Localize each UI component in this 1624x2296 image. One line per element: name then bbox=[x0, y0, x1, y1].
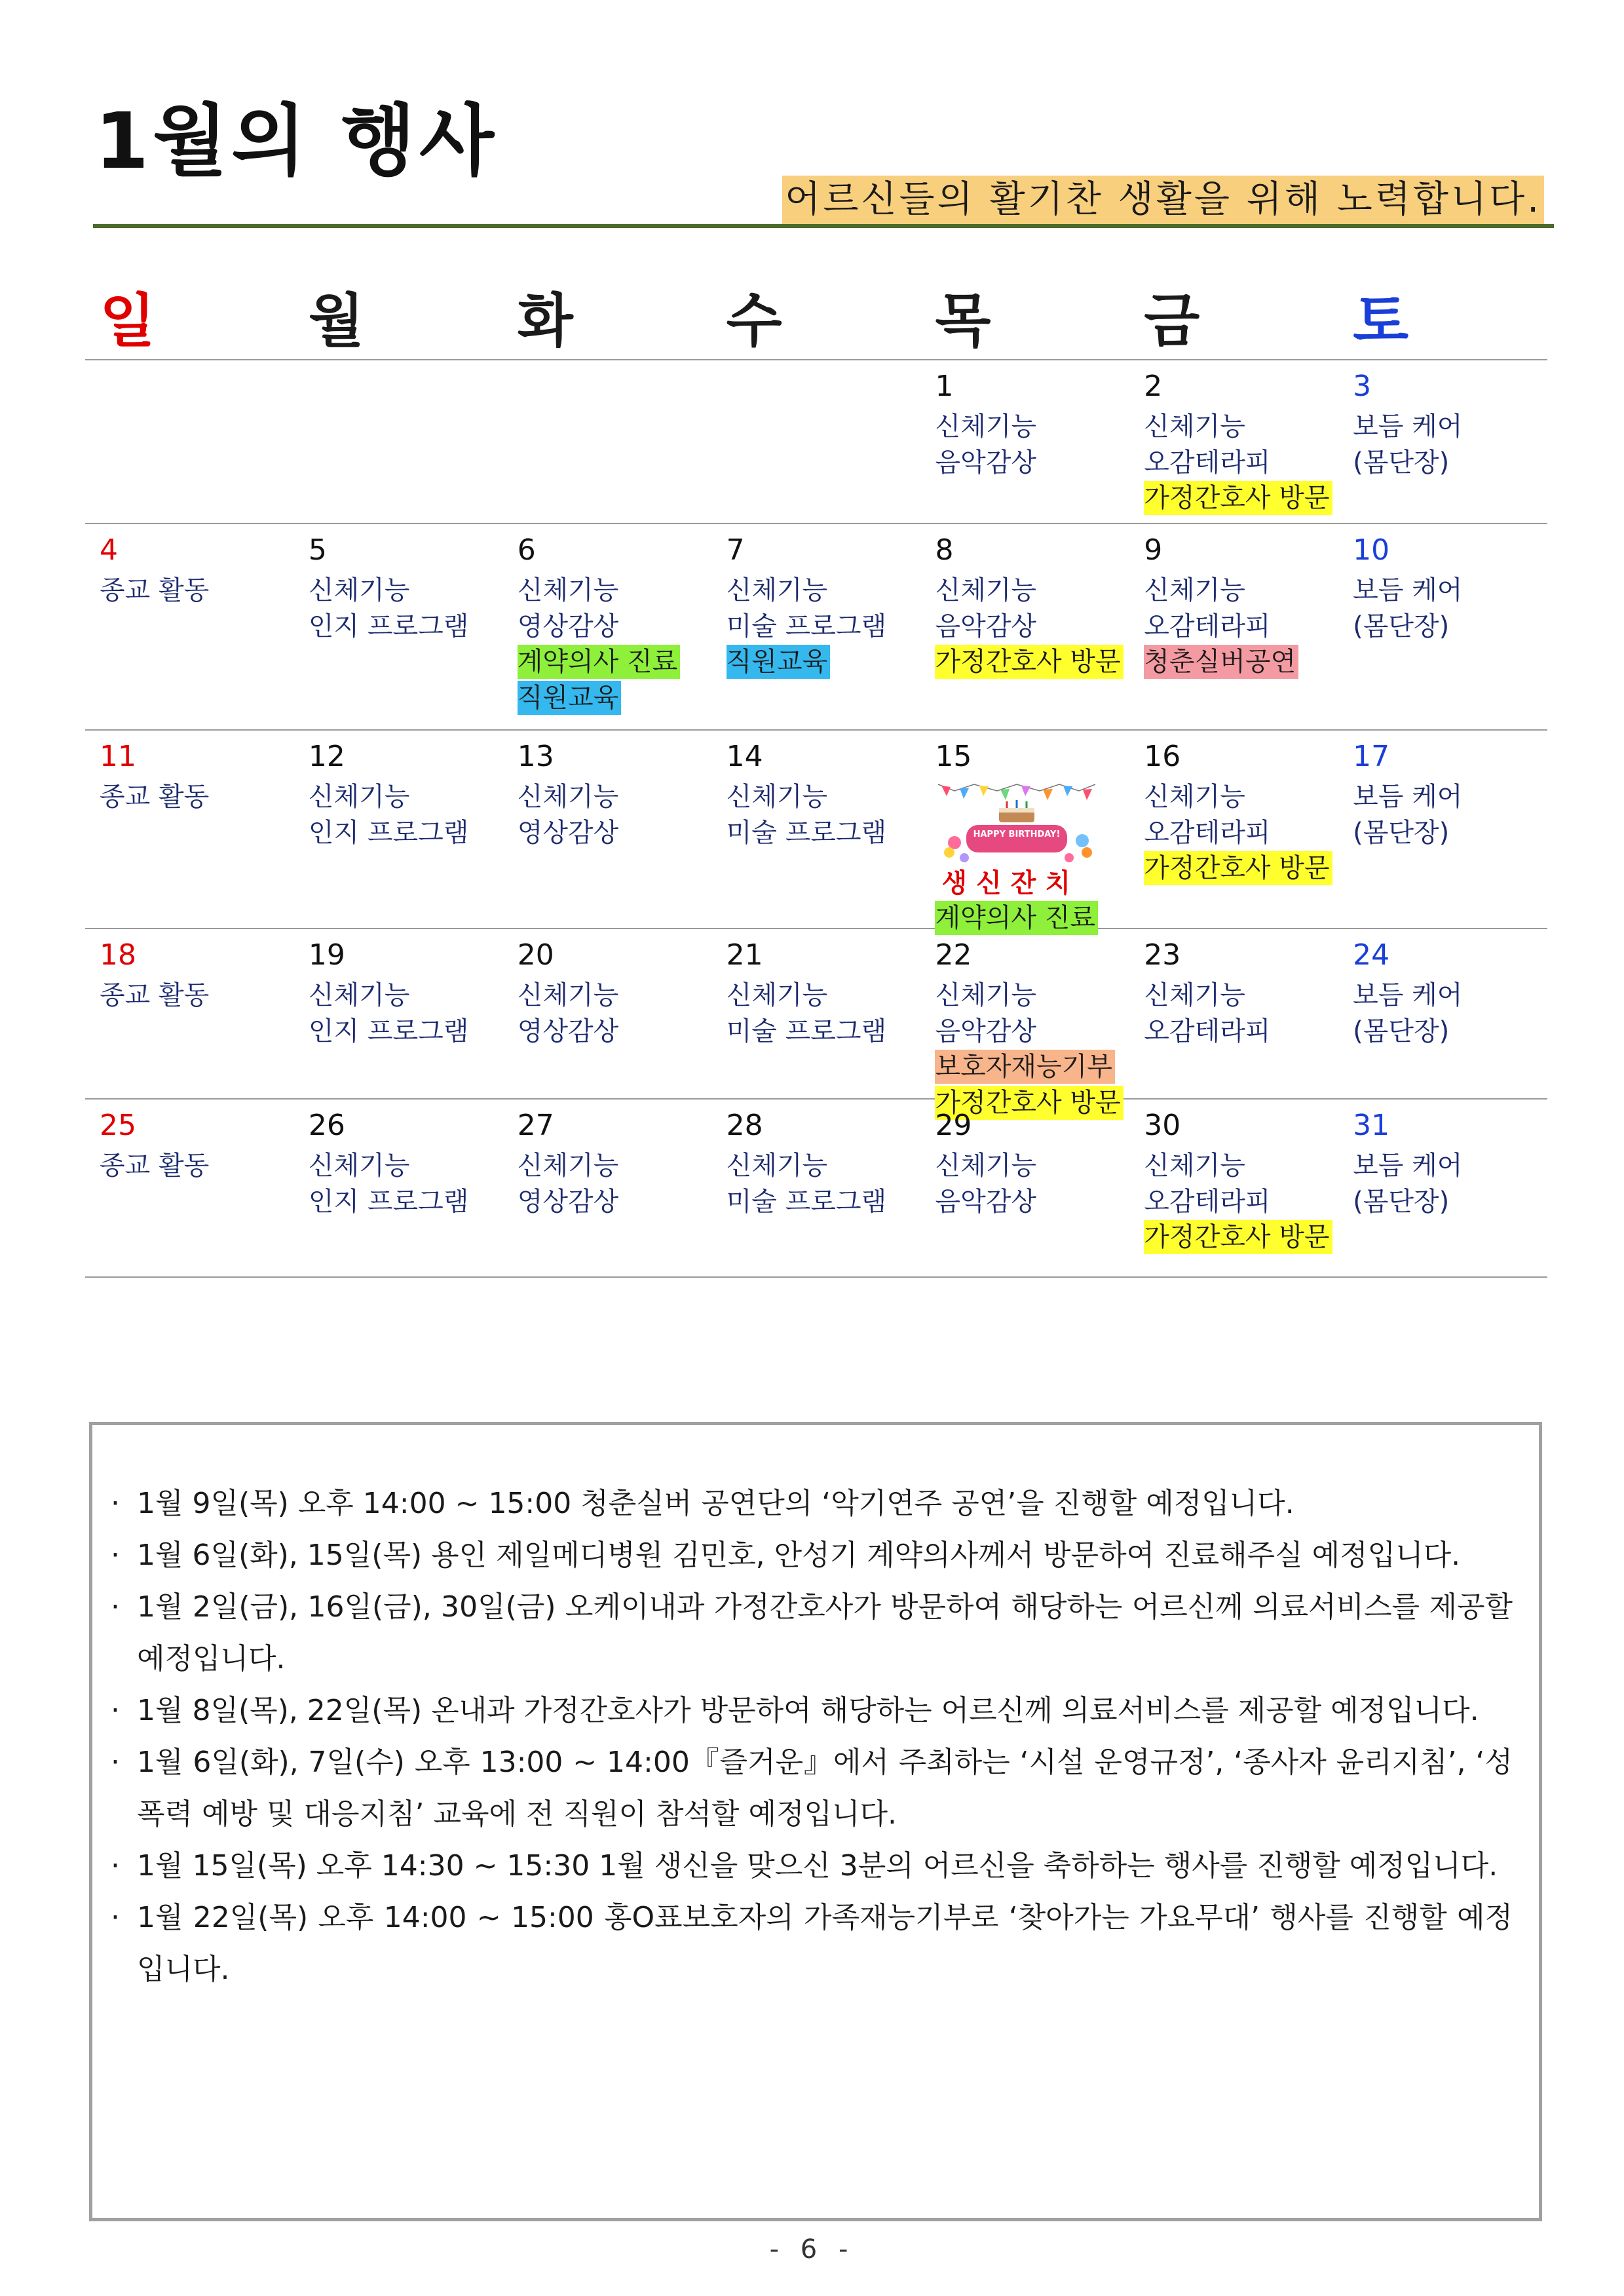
weekday-header bbox=[85, 282, 1547, 360]
highlighted-event: 계약의사 진료 bbox=[518, 645, 681, 679]
event-line bbox=[518, 645, 712, 681]
bullet-icon: · bbox=[111, 1590, 120, 1624]
event-line bbox=[518, 815, 712, 851]
bullet-icon: · bbox=[111, 1901, 120, 1934]
day-number: 28 bbox=[726, 1109, 763, 1142]
event-line bbox=[518, 1148, 712, 1184]
day-cell bbox=[503, 929, 712, 1098]
event-label: 음악감상 bbox=[935, 611, 1036, 641]
day-number: 21 bbox=[726, 938, 763, 972]
event-line bbox=[727, 1014, 921, 1050]
day-events bbox=[1353, 978, 1547, 1050]
event-line bbox=[1353, 978, 1547, 1014]
event-label: 오감테라피 bbox=[1144, 1187, 1271, 1217]
day-events bbox=[1144, 1148, 1338, 1256]
event-label: 오감테라피 bbox=[1144, 611, 1271, 641]
event-label: 신체기능 bbox=[726, 575, 828, 605]
event-label: (몸단장) bbox=[1353, 1016, 1450, 1046]
event-line bbox=[1353, 1184, 1547, 1220]
day-number: 11 bbox=[100, 740, 136, 773]
event-line bbox=[935, 445, 1129, 481]
weekday-mon: 월 bbox=[308, 287, 364, 354]
day-events bbox=[100, 978, 294, 1014]
event-line bbox=[935, 1014, 1129, 1050]
event-label: 미술 프로그램 bbox=[726, 1016, 887, 1046]
day-cell bbox=[503, 360, 712, 523]
day-events bbox=[935, 409, 1129, 481]
highlighted-event: 계약의사 진료 bbox=[935, 901, 1098, 935]
event-label: 신체기능 bbox=[1144, 411, 1245, 442]
day-cell bbox=[503, 524, 712, 729]
event-label: 인지 프로그램 bbox=[308, 1016, 469, 1046]
day-cell bbox=[1338, 524, 1547, 729]
event-label: 신체기능 bbox=[935, 1151, 1036, 1181]
event-label: 신체기능 bbox=[726, 1151, 828, 1181]
event-line bbox=[727, 815, 921, 851]
day-number: 5 bbox=[308, 533, 327, 567]
day-events bbox=[100, 779, 294, 815]
day-events bbox=[100, 1148, 294, 1184]
event-line bbox=[727, 645, 921, 681]
event-label: 신체기능 bbox=[1144, 1151, 1245, 1181]
day-number: 18 bbox=[100, 938, 136, 972]
day-number: 24 bbox=[1353, 938, 1390, 972]
event-line bbox=[1353, 445, 1547, 481]
day-number: 7 bbox=[726, 533, 745, 567]
weekday-tue: 화 bbox=[517, 287, 573, 354]
day-events bbox=[309, 1148, 503, 1220]
birthday-image bbox=[935, 780, 1099, 866]
birthday-cake-icon bbox=[935, 780, 1099, 866]
day-number: 12 bbox=[308, 740, 345, 773]
day-cell bbox=[294, 360, 503, 523]
event-line bbox=[935, 1050, 1129, 1086]
note-item bbox=[111, 1581, 1513, 1685]
day-number: 14 bbox=[726, 740, 763, 773]
day-events bbox=[1144, 409, 1338, 517]
event-line bbox=[727, 573, 921, 609]
event-line bbox=[1144, 978, 1338, 1014]
day-events bbox=[518, 573, 712, 717]
note-text: 1월 8일(목), 22일(목) 온내과 가정간호사가 방문하여 해당하는 어르신께 의료서비스를 제공할 예정입니다. bbox=[137, 1694, 1479, 1727]
event-label: 종교 활동 bbox=[100, 782, 210, 812]
day-events bbox=[1353, 779, 1547, 851]
day-cell bbox=[294, 731, 503, 928]
highlighted-event: 가정간호사 방문 bbox=[1144, 1220, 1332, 1254]
event-label: 미술 프로그램 bbox=[726, 818, 887, 848]
day-number bbox=[309, 367, 503, 408]
day-cell bbox=[920, 929, 1129, 1118]
weekday-sun: 일 bbox=[100, 287, 156, 354]
event-line bbox=[1144, 1148, 1338, 1184]
event-line bbox=[1144, 609, 1338, 645]
day-cell bbox=[1338, 1100, 1547, 1276]
day-cell bbox=[1129, 524, 1338, 729]
event-line bbox=[309, 815, 503, 851]
event-label: 오감테라피 bbox=[1144, 1016, 1271, 1046]
event-line bbox=[1353, 409, 1547, 445]
day-number: 23 bbox=[1144, 938, 1181, 972]
event-label: 영상감상 bbox=[517, 1016, 619, 1046]
day-cell bbox=[920, 1100, 1129, 1276]
event-line bbox=[1353, 779, 1547, 815]
event-label: 신체기능 bbox=[517, 782, 619, 812]
notes-box bbox=[89, 1422, 1542, 2221]
event-label: 오감테라피 bbox=[1144, 448, 1271, 478]
note-text: 1월 15일(목) 오후 14:30 ~ 15:30 1월 생신을 맞으신 3분의 어르신을 축하하는 행사를 진행할 예정입니다. bbox=[137, 1849, 1498, 1883]
day-number: 4 bbox=[100, 533, 118, 567]
event-line bbox=[309, 1184, 503, 1220]
event-label: 신체기능 bbox=[726, 782, 828, 812]
event-label: 신체기능 bbox=[935, 575, 1036, 605]
event-label: 미술 프로그램 bbox=[726, 1187, 887, 1217]
day-number bbox=[518, 367, 712, 408]
highlighted-event: 가정간호사 방문 bbox=[1144, 851, 1332, 885]
event-line bbox=[727, 609, 921, 645]
event-line bbox=[518, 609, 712, 645]
event-label: 인지 프로그램 bbox=[308, 1187, 469, 1217]
day-cell bbox=[85, 524, 294, 729]
weekday-sat: 토 bbox=[1353, 287, 1409, 354]
day-number: 13 bbox=[517, 740, 554, 773]
event-line bbox=[518, 1014, 712, 1050]
bullet-icon: · bbox=[111, 1849, 120, 1883]
event-label: 신체기능 bbox=[517, 1151, 619, 1181]
day-cell bbox=[712, 360, 921, 523]
highlighted-event: 가정간호사 방문 bbox=[935, 645, 1123, 679]
day-events bbox=[1144, 779, 1338, 887]
day-number: 20 bbox=[517, 938, 554, 972]
day-cell bbox=[294, 524, 503, 729]
day-number: 15 bbox=[935, 740, 972, 773]
day-events bbox=[309, 779, 503, 851]
day-cell bbox=[85, 929, 294, 1098]
bullet-icon: · bbox=[111, 1746, 120, 1779]
event-line bbox=[727, 978, 921, 1014]
event-line bbox=[1353, 815, 1547, 851]
event-line bbox=[309, 573, 503, 609]
day-events bbox=[1144, 978, 1338, 1050]
event-line bbox=[935, 978, 1129, 1014]
event-line bbox=[1144, 481, 1338, 517]
event-line bbox=[935, 573, 1129, 609]
event-label: 신체기능 bbox=[935, 411, 1036, 442]
event-line bbox=[727, 1184, 921, 1220]
event-line bbox=[100, 978, 294, 1014]
day-events bbox=[518, 978, 712, 1050]
day-cell bbox=[712, 1100, 921, 1276]
event-label: 보듬 케어 bbox=[1353, 980, 1463, 1010]
event-label: 보듬 케어 bbox=[1353, 411, 1463, 442]
event-line bbox=[1144, 1220, 1338, 1256]
event-line bbox=[309, 609, 503, 645]
page-number: - 6 - bbox=[769, 2234, 855, 2265]
event-label: 신체기능 bbox=[517, 575, 619, 605]
event-label: 신체기능 bbox=[935, 980, 1036, 1010]
day-number: 25 bbox=[100, 1109, 136, 1142]
note-item bbox=[111, 1892, 1513, 1995]
day-events bbox=[1353, 573, 1547, 645]
event-line bbox=[1353, 1014, 1547, 1050]
event-label: 신체기능 bbox=[308, 1151, 410, 1181]
notes-list bbox=[111, 1478, 1513, 1995]
event-line bbox=[935, 645, 1129, 681]
event-label: 음악감상 bbox=[935, 1016, 1036, 1046]
day-events bbox=[935, 573, 1129, 681]
note-text: 1월 6일(화), 15일(목) 용인 제일메디병원 김민호, 안성기 계약의사께서 방문하여 진료해주실 예정입니다. bbox=[137, 1539, 1461, 1572]
day-cell bbox=[85, 360, 294, 523]
note-text: 1월 6일(화), 7일(수) 오후 13:00 ~ 14:00『즐거운』에서 주최하는 ‘시설 운영규정’, ‘종사자 윤리지침’, ‘성폭력 예방 및 대응지침’ 교육에 전 직원이 참석할 예정입니다. bbox=[137, 1746, 1513, 1831]
day-cell bbox=[712, 731, 921, 928]
highlighted-event: 직원교육 bbox=[727, 645, 831, 679]
event-line bbox=[100, 573, 294, 609]
event-line bbox=[1144, 1184, 1338, 1220]
event-line bbox=[935, 609, 1129, 645]
birthday-caption: 생신잔치 bbox=[941, 868, 1080, 898]
bullet-icon: · bbox=[111, 1539, 120, 1572]
event-line bbox=[309, 1148, 503, 1184]
event-line bbox=[935, 1184, 1129, 1220]
event-line bbox=[1144, 445, 1338, 481]
event-label: 영상감상 bbox=[517, 611, 619, 641]
event-line bbox=[1144, 645, 1338, 681]
svg-text:HAPPY BIRTHDAY!: HAPPY BIRTHDAY! bbox=[973, 830, 1061, 839]
event-line bbox=[727, 1148, 921, 1184]
day-cell bbox=[85, 1100, 294, 1276]
day-number: 6 bbox=[517, 533, 536, 567]
day-number: 22 bbox=[935, 938, 972, 972]
day-events bbox=[1353, 1148, 1547, 1220]
day-events bbox=[1353, 409, 1547, 481]
event-line bbox=[1144, 815, 1338, 851]
event-label: 영상감상 bbox=[517, 1187, 619, 1217]
note-text: 1월 22일(목) 오후 14:00 ~ 15:00 홍O표보호자의 가족재능기부로 ‘찾아가는 가요무대’ 행사를 진행할 예정입니다. bbox=[137, 1901, 1513, 1986]
day-events bbox=[727, 573, 921, 681]
day-number bbox=[100, 367, 294, 408]
day-number: 3 bbox=[1353, 370, 1372, 403]
event-line bbox=[1144, 1014, 1338, 1050]
event-line bbox=[727, 779, 921, 815]
day-number: 9 bbox=[1144, 533, 1163, 567]
event-line bbox=[1353, 1148, 1547, 1184]
event-label: (몸단장) bbox=[1353, 448, 1450, 478]
day-cell bbox=[294, 929, 503, 1098]
day-number: 16 bbox=[1144, 740, 1181, 773]
day-number: 17 bbox=[1353, 740, 1390, 773]
event-line bbox=[100, 779, 294, 815]
highlighted-event: 보호자재능기부 bbox=[935, 1050, 1114, 1084]
note-text: 1월 9일(목) 오후 14:00 ~ 15:00 청춘실버 공연단의 ‘악기연주 공연’을 진행할 예정입니다. bbox=[137, 1487, 1294, 1520]
day-number: 19 bbox=[308, 938, 345, 972]
event-line bbox=[518, 681, 712, 717]
event-line bbox=[518, 779, 712, 815]
day-events bbox=[935, 1148, 1129, 1220]
event-label: 음악감상 bbox=[935, 448, 1036, 478]
calendar-week bbox=[85, 731, 1547, 933]
event-label: 신체기능 bbox=[726, 980, 828, 1010]
event-line bbox=[1144, 409, 1338, 445]
event-label: 종교 활동 bbox=[100, 1151, 210, 1181]
day-number bbox=[727, 367, 921, 408]
event-label: 오감테라피 bbox=[1144, 818, 1271, 848]
event-label: (몸단장) bbox=[1353, 1187, 1450, 1217]
event-label: 영상감상 bbox=[517, 818, 619, 848]
event-line bbox=[1144, 779, 1338, 815]
event-label: 음악감상 bbox=[935, 1187, 1036, 1217]
day-cell bbox=[85, 731, 294, 928]
day-cell bbox=[920, 731, 1129, 933]
day-events bbox=[727, 978, 921, 1050]
event-label: 인지 프로그램 bbox=[308, 818, 469, 848]
day-cell bbox=[1129, 929, 1338, 1098]
note-item bbox=[111, 1478, 1513, 1529]
event-label: 신체기능 bbox=[1144, 980, 1245, 1010]
event-label: 신체기능 bbox=[308, 575, 410, 605]
event-line bbox=[309, 779, 503, 815]
day-number: 8 bbox=[935, 533, 954, 567]
day-events bbox=[518, 1148, 712, 1220]
day-number: 29 bbox=[935, 1109, 972, 1142]
event-label: (몸단장) bbox=[1353, 818, 1450, 848]
event-label: 미술 프로그램 bbox=[726, 611, 887, 641]
day-cell bbox=[712, 524, 921, 729]
day-number: 26 bbox=[308, 1109, 345, 1142]
day-events bbox=[309, 573, 503, 645]
day-events bbox=[100, 573, 294, 609]
bullet-icon: · bbox=[111, 1487, 120, 1520]
calendar-week bbox=[85, 929, 1547, 1118]
weekday-wed: 수 bbox=[726, 287, 782, 354]
note-text: 1월 2일(금), 16일(금), 30일(금) 오케이내과 가정간호사가 방문하여 해당하는 어르신께 의료서비스를 제공할 예정입니다. bbox=[137, 1590, 1513, 1675]
day-number: 1 bbox=[935, 370, 954, 403]
note-item bbox=[111, 1736, 1513, 1840]
event-label: 신체기능 bbox=[308, 782, 410, 812]
day-cell bbox=[1338, 929, 1547, 1098]
event-line bbox=[1353, 573, 1547, 609]
day-cell bbox=[1338, 360, 1547, 523]
event-label: 신체기능 bbox=[1144, 782, 1245, 812]
highlighted-event: 가정간호사 방문 bbox=[935, 1086, 1123, 1120]
event-line bbox=[935, 409, 1129, 445]
note-item bbox=[111, 1685, 1513, 1736]
calendar-week bbox=[85, 524, 1547, 731]
day-cell bbox=[1338, 731, 1547, 928]
calendar-week bbox=[85, 360, 1547, 524]
event-line bbox=[518, 978, 712, 1014]
day-cell bbox=[1129, 360, 1338, 523]
page-title: 1월의 행사 bbox=[95, 96, 499, 186]
day-cell bbox=[1129, 731, 1338, 928]
calendar-week bbox=[85, 1100, 1547, 1278]
bullet-icon: · bbox=[111, 1694, 120, 1727]
day-number: 10 bbox=[1353, 533, 1390, 567]
page-subtitle: 어르신들의 활기찬 생활을 위해 노력합니다. bbox=[782, 176, 1544, 224]
event-label: (몸단장) bbox=[1353, 611, 1450, 641]
calendar-weeks bbox=[85, 360, 1547, 1278]
day-events bbox=[518, 779, 712, 851]
day-events bbox=[935, 780, 1129, 937]
day-events bbox=[309, 978, 503, 1050]
weekday-thu: 목 bbox=[935, 287, 991, 354]
event-line bbox=[518, 1184, 712, 1220]
day-events bbox=[727, 779, 921, 851]
event-label: 신체기능 bbox=[517, 980, 619, 1010]
highlighted-event: 청춘실버공연 bbox=[1144, 645, 1298, 679]
event-label: 보듬 케어 bbox=[1353, 1151, 1463, 1181]
event-label: 보듬 케어 bbox=[1353, 575, 1463, 605]
day-cell bbox=[712, 929, 921, 1098]
day-number: 31 bbox=[1353, 1109, 1390, 1142]
note-item bbox=[111, 1840, 1513, 1892]
event-line bbox=[100, 1148, 294, 1184]
day-number: 27 bbox=[517, 1109, 554, 1142]
event-line bbox=[518, 573, 712, 609]
day-number: 2 bbox=[1144, 370, 1163, 403]
event-calendar bbox=[85, 282, 1547, 1278]
day-cell bbox=[503, 731, 712, 928]
day-cell bbox=[503, 1100, 712, 1276]
event-label: 보듬 케어 bbox=[1353, 782, 1463, 812]
highlighted-event: 직원교육 bbox=[518, 681, 622, 715]
event-label: 종교 활동 bbox=[100, 575, 210, 605]
day-events bbox=[1144, 573, 1338, 681]
day-number: 30 bbox=[1144, 1109, 1181, 1142]
day-events bbox=[727, 1148, 921, 1220]
event-label: 인지 프로그램 bbox=[308, 611, 469, 641]
event-label: 신체기능 bbox=[308, 980, 410, 1010]
event-line bbox=[1144, 573, 1338, 609]
event-line bbox=[309, 978, 503, 1014]
day-cell bbox=[920, 524, 1129, 729]
event-label: 신체기능 bbox=[1144, 575, 1245, 605]
note-item bbox=[111, 1529, 1513, 1581]
day-cell bbox=[294, 1100, 503, 1276]
weekday-fri: 금 bbox=[1144, 287, 1200, 354]
event-line bbox=[1353, 609, 1547, 645]
event-line bbox=[309, 1014, 503, 1050]
highlighted-event: 가정간호사 방문 bbox=[1144, 481, 1332, 515]
event-line bbox=[1144, 851, 1338, 887]
event-label: 종교 활동 bbox=[100, 980, 210, 1010]
day-cell bbox=[920, 360, 1129, 523]
title-divider bbox=[93, 224, 1554, 228]
event-line bbox=[935, 1148, 1129, 1184]
day-cell bbox=[1129, 1100, 1338, 1276]
